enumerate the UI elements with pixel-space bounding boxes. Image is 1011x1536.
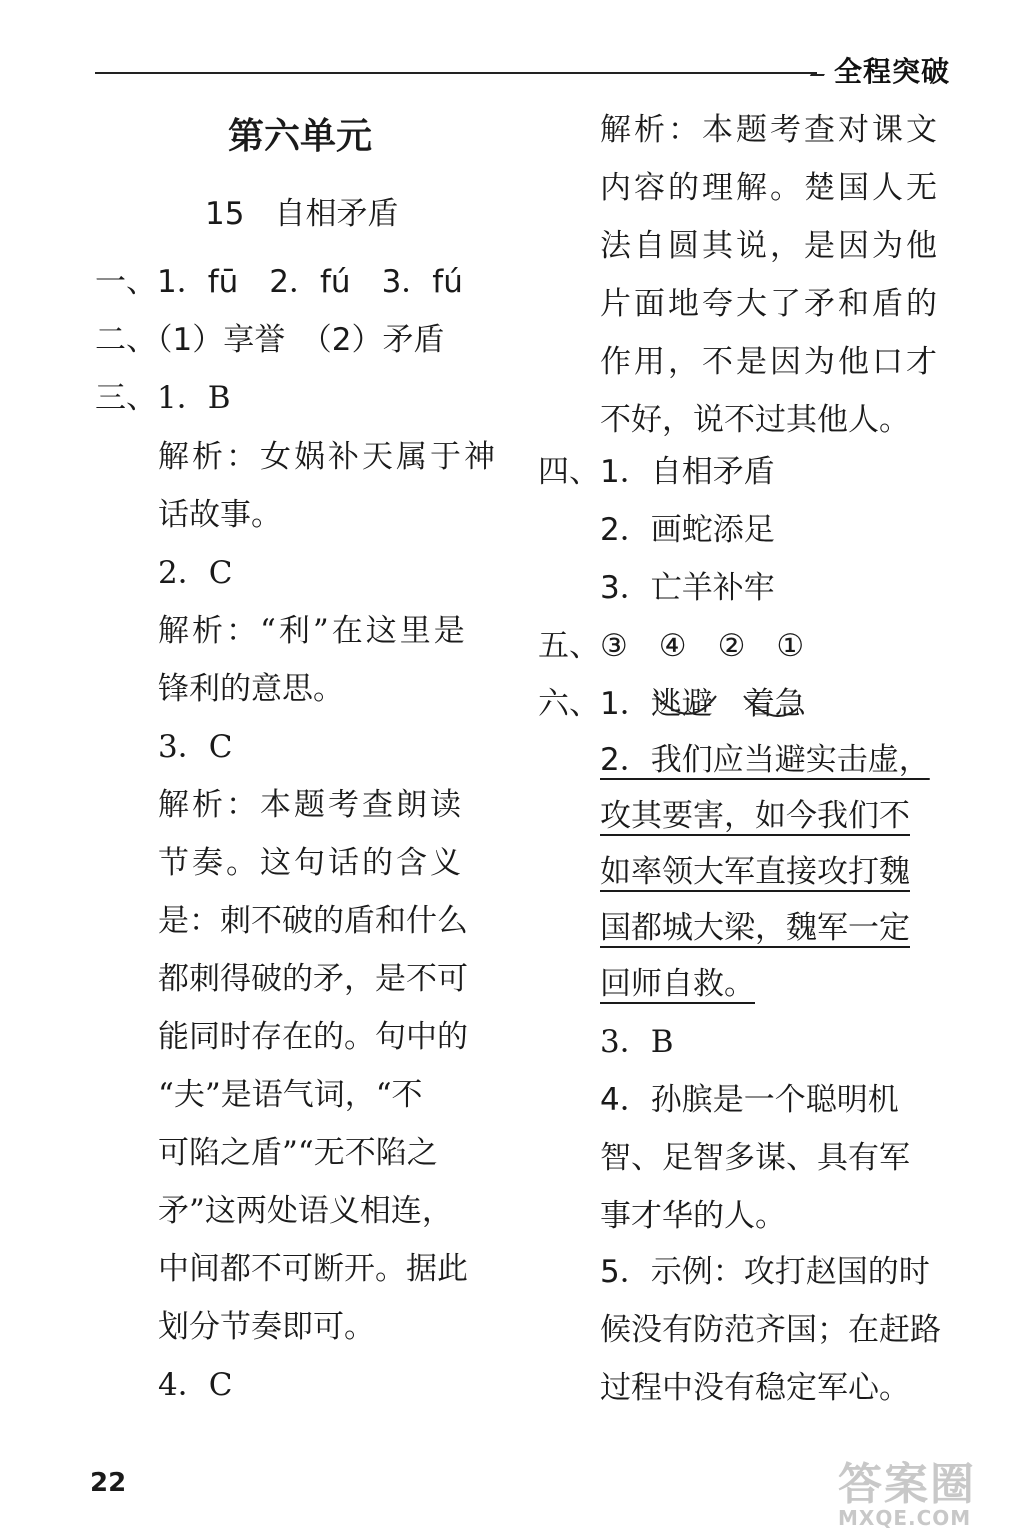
answer-line: 智、足智多谋、具有军 (600, 1140, 910, 1176)
answer-line: 三、1．B (95, 380, 231, 416)
answer-line: 话故事。 (158, 497, 282, 533)
watermark-url: MXQE.COM (838, 1506, 972, 1530)
answer-line-underlined: 如率领大军直接攻打魏 (600, 854, 910, 890)
answer-line-underlined: 国都城大梁，魏军一定 (600, 910, 910, 946)
answer-line: 中间都不可断开。据此 (158, 1251, 468, 1287)
answer-line: 法自圆其说，是因为他 (600, 228, 940, 264)
answer-line: 是：刺不破的盾和什么 (158, 903, 468, 939)
answer-line: 2．C (158, 555, 233, 591)
answer-line: 不好，说不过其他人。 (600, 402, 910, 438)
answer-line: 四、1．自相矛盾 (538, 454, 775, 490)
brand-title: 全程突破 (834, 55, 951, 88)
answer-line: 5．示例：攻打赵国的时 (600, 1254, 930, 1290)
answer-line: 2．画蛇添足 (600, 512, 775, 548)
answer-line: 划分节奏即可。 (158, 1309, 375, 1345)
correction-strokes (648, 688, 798, 724)
answer-line: 解析：“利”在这里是 (158, 613, 468, 649)
answer-line: 4．孙膑是一个聪明机 (600, 1082, 899, 1118)
lesson-number: 15 (205, 196, 245, 232)
answer-line: 可陷之盾”“无不陷之 (158, 1135, 438, 1171)
answer-line: “夫”是语气词，“不 (158, 1077, 423, 1113)
answer-line: 解析：女娲补天属于神 (158, 439, 498, 475)
answer-line: 3．亡羊补牢 (600, 570, 775, 606)
watermark-text: 答案圈 (838, 1459, 976, 1510)
page-number: 22 (90, 1468, 127, 1498)
answer-line: 3．C (158, 729, 233, 765)
answer-line: 3．B (600, 1024, 674, 1060)
watermark-logo (838, 1448, 1003, 1528)
answer-line: 事才华的人。 (600, 1198, 786, 1234)
answer-line: 片面地夸大了矛和盾的 (600, 286, 940, 322)
answer-line: 候没有防范齐国；在赶路 (600, 1312, 941, 1348)
answer-line: 矛”这两处语义相连， (158, 1193, 453, 1229)
answer-line: 作用，不是因为他口才 (600, 344, 940, 380)
unit-title: 第六单元 (228, 116, 373, 157)
answer-line: 过程中没有稳定军心。 (600, 1370, 910, 1406)
answer-line: 能同时存在的。句中的 (158, 1019, 468, 1055)
answer-line: 2．我们应当避实击虚， (600, 742, 930, 778)
answer-line-underlined: 攻其要害，如今我们不 (600, 798, 910, 834)
lesson-name: 自相矛盾 (274, 196, 399, 232)
header-rule-hook (810, 58, 834, 76)
answer-line: 节奏。这句话的含义 (158, 845, 464, 881)
lesson-title (205, 188, 398, 233)
answer-line-underlined: 回师自救。 (600, 966, 755, 1002)
answer-line: 一、1．fū 2．fú 3．fú (95, 264, 463, 300)
answer-line: 锋利的意思。 (158, 671, 344, 707)
answer-line: 都刺得破的矛，是不可 (158, 961, 468, 997)
answer-line: 内容的理解。楚国人无 (600, 170, 940, 206)
answer-line: 五、③ ④ ② ① (538, 628, 805, 664)
answer-line-corrections: 六、1．逃避 着急 (538, 686, 806, 722)
header-rule (95, 72, 817, 74)
answer-line: 4．C (158, 1367, 233, 1403)
answer-line: 二、（1）享誉 （2）矛盾 (95, 322, 445, 358)
answer-line: 解析：本题考查朗读 (158, 787, 464, 823)
answer-line: 解析：本题考查对课文 (600, 112, 940, 148)
